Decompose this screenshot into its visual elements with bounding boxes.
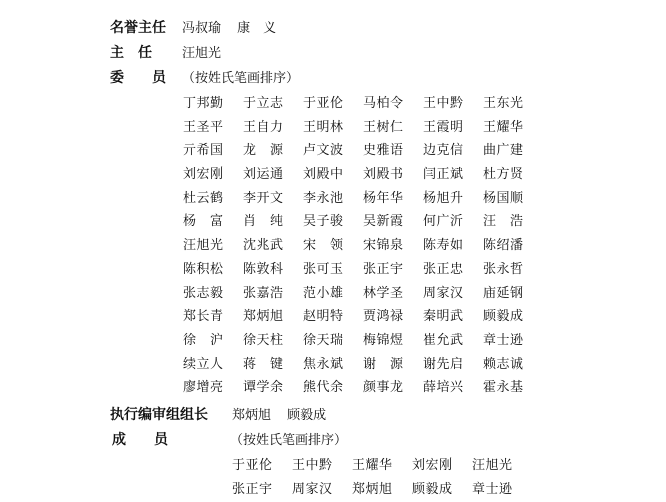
member-name: 郑炳旭 [243,309,284,325]
member-name: 宋锦泉 [363,238,404,254]
member-name: 颜事龙 [363,380,404,396]
exec-leader-names [232,404,338,423]
member-name: 于立志 [243,96,284,111]
honorary-director-row [110,17,288,37]
member-name: 张嘉浩 [243,285,284,301]
director-label: 主 任 [110,45,152,61]
member-name: 汪 浩 [483,214,524,230]
member-name: 王树仁 [363,119,404,135]
member-name: 王东光 [483,96,524,111]
member-name: 边克信 [423,143,464,159]
honorary-director-label: 名誉主任 [110,20,166,36]
exec-member-name: 张正宇 [232,482,273,497]
exec-member-name: 汪旭光 [472,458,513,473]
member-name: 周家汉 [423,285,464,301]
exec-leader-name: 顾毅成 [287,408,327,423]
member-name: 廖增亮 [183,380,224,396]
member-name: 徐天柱 [243,332,284,348]
exec-member-name: 周家汉 [292,482,333,497]
member-name: 丁邦勤 [183,96,224,111]
member-name: 杜云鹤 [183,190,224,206]
member-name: 李永池 [303,190,344,206]
member-name: 章士逊 [483,332,524,348]
member-name: 马柏令 [363,96,404,111]
member-name: 刘殿中 [303,167,344,183]
exec-member-name: 王中黔 [292,458,333,473]
exec-members-sort-note: （按姓氏笔画排序） [230,433,348,448]
honorary-director-name: 冯叔瑜 [182,21,222,36]
member-name: 吴新霞 [363,214,404,230]
member-name: 林学圣 [363,285,404,301]
member-name: 刘宏刚 [183,167,224,183]
members-sort-note: （按姓氏笔画排序） [182,71,300,86]
member-name: 谭学余 [243,380,284,396]
members-row [110,67,299,87]
member-name: 闫正斌 [423,167,464,183]
member-name: 杜方贤 [483,167,524,183]
member-name: 薛培兴 [423,380,464,396]
member-name: 范小雄 [303,285,344,301]
member-name: 曲广建 [483,143,524,159]
member-name: 汪旭光 [183,238,224,254]
member-name: 王霞明 [423,119,464,135]
member-name: 史雅语 [363,143,404,159]
exec-member-name: 章士逊 [472,482,513,497]
member-name: 刘运通 [243,167,284,183]
member-name: 张可玉 [303,261,344,277]
honorary-director-names [182,17,288,36]
member-name: 崔允武 [423,332,464,348]
member-name: 杨旭升 [423,190,464,206]
member-name: 王耀华 [483,119,524,135]
member-name: 陈积松 [183,261,224,277]
honorary-director-name: 康 义 [237,21,277,36]
member-name: 刘殿书 [363,167,404,183]
member-name: 于亚伦 [303,96,344,111]
exec-members-label: 成 员 [112,432,168,448]
member-name: 陈敦科 [243,261,284,277]
member-name: 沈兆武 [243,238,284,254]
member-name: 赵明特 [303,309,344,325]
exec-leader-label: 执行编审组组长 [110,407,208,423]
member-name: 赖志诚 [483,356,524,372]
director-row [110,42,233,62]
member-name: 肖 纯 [243,214,284,230]
exec-leader-row [110,404,338,424]
members-label: 委 员 [110,70,166,86]
member-name: 谢先启 [423,356,464,372]
member-name: 何广沂 [423,214,464,230]
member-name: 杨国顺 [483,190,524,206]
exec-member-name: 顾毅成 [412,482,453,497]
exec-leader-name: 郑炳旭 [232,408,272,423]
member-name: 宋 领 [303,238,344,254]
member-name: 秦明武 [423,309,464,325]
exec-member-name: 刘宏刚 [412,458,453,473]
member-name: 徐 沪 [183,332,224,348]
member-name: 徐天瑞 [303,332,344,348]
member-name: 续立人 [183,356,224,372]
director-names [182,42,233,61]
member-name: 蒋 键 [243,356,284,372]
member-name: 庙延钢 [483,285,524,301]
exec-member-name: 郑炳旭 [352,482,393,497]
member-name: 焦永斌 [303,356,344,372]
member-name: 王中黔 [423,96,464,111]
member-name: 王圣平 [183,119,224,135]
member-name: 贾鸿禄 [363,309,404,325]
member-name: 亓希国 [183,143,224,159]
member-name: 郑长青 [183,309,224,325]
member-name: 李开文 [243,190,284,206]
member-name: 张志毅 [183,285,224,301]
member-name: 霍永基 [483,380,524,396]
member-name: 龙 源 [243,143,284,159]
member-name: 杨年华 [363,190,404,206]
member-name: 梅锦煜 [363,332,404,348]
exec-members-row [112,429,347,449]
member-name: 张正宇 [363,261,404,277]
director-name: 汪旭光 [182,46,222,61]
member-name: 王自力 [243,119,284,135]
exec-member-name: 王耀华 [352,458,393,473]
member-name: 张永哲 [483,261,524,277]
member-name: 王明林 [303,119,344,135]
exec-member-name: 于亚伦 [232,458,273,473]
member-name: 陈绍潘 [483,238,524,254]
member-name: 顾毅成 [483,309,524,325]
member-name: 卢文波 [303,143,344,159]
member-name: 吴子骏 [303,214,344,230]
member-name: 熊代余 [303,380,344,396]
exec-members-name-grid [232,454,532,502]
member-name: 张正忠 [423,261,464,277]
member-name: 杨 富 [183,214,224,230]
members-name-grid [183,92,543,400]
member-name: 谢 源 [363,356,404,372]
member-name: 陈寿如 [423,238,464,254]
